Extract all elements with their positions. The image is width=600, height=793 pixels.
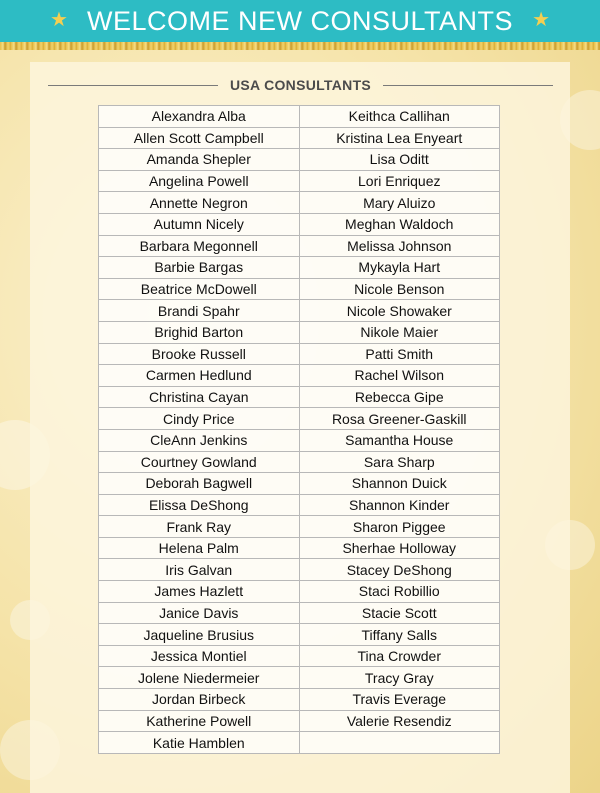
table-row: [99, 624, 500, 646]
divider-line: [383, 85, 553, 86]
consultant-name-left: Deborah Bagwell: [99, 473, 300, 495]
table-row: [99, 689, 500, 711]
consultant-name-right: Tiffany Salls: [299, 624, 500, 646]
consultant-name-left: Elissa DeShong: [99, 494, 300, 516]
consultant-name-left: Barbie Bargas: [99, 257, 300, 279]
consultant-name-left: Alexandra Alba: [99, 106, 300, 128]
table-row: [99, 106, 500, 128]
table-row: [99, 559, 500, 581]
consultant-name-left: Katie Hamblen: [99, 732, 300, 754]
consultant-name-right: Patti Smith: [299, 343, 500, 365]
table-row: [99, 278, 500, 300]
consultant-name-left: Brandi Spahr: [99, 300, 300, 322]
consultant-name-right: Nikole Maier: [299, 321, 500, 343]
table-row: [99, 386, 500, 408]
consultant-name-right: Shannon Kinder: [299, 494, 500, 516]
consultant-name-right: Nicole Benson: [299, 278, 500, 300]
table-row: [99, 321, 500, 343]
consultant-name-left: Beatrice McDowell: [99, 278, 300, 300]
table-row: [99, 429, 500, 451]
consultant-name-right: Mykayla Hart: [299, 257, 500, 279]
table-row: [99, 257, 500, 279]
table-row: [99, 127, 500, 149]
star-icon: ★: [50, 9, 68, 31]
table-row: [99, 408, 500, 430]
consultant-name-right: Rachel Wilson: [299, 365, 500, 387]
consultant-name-right: Shannon Duick: [299, 473, 500, 495]
table-row: [99, 451, 500, 473]
page-title: WELCOME NEW CONSULTANTS: [86, 5, 514, 36]
consultant-name-left: Angelina Powell: [99, 170, 300, 192]
consultant-name-right: Nicole Showaker: [299, 300, 500, 322]
consultant-name-right: Stacey DeShong: [299, 559, 500, 581]
consultant-name-right: Mary Aluizo: [299, 192, 500, 214]
table-row: [99, 300, 500, 322]
consultant-name-left: Allen Scott Campbell: [99, 127, 300, 149]
consultant-name-right: Samantha House: [299, 429, 500, 451]
consultant-name-right: Melissa Johnson: [299, 235, 500, 257]
consultant-name-right: Keithca Callihan: [299, 106, 500, 128]
consultant-name-left: Iris Galvan: [99, 559, 300, 581]
table-row: [99, 149, 500, 171]
consultant-name-right: Lori Enriquez: [299, 170, 500, 192]
table-row: [99, 494, 500, 516]
consultant-name-left: Christina Cayan: [99, 386, 300, 408]
consultant-name-right: Lisa Oditt: [299, 149, 500, 171]
consultant-name-right: Sara Sharp: [299, 451, 500, 473]
consultant-name-right: Kristina Lea Enyeart: [299, 127, 500, 149]
consultant-name-right: Tina Crowder: [299, 645, 500, 667]
table-row: [99, 710, 500, 732]
consultant-name-left: Autumn Nicely: [99, 213, 300, 235]
consultant-name-right: Rebecca Gipe: [299, 386, 500, 408]
consultant-name-left: Barbara Megonnell: [99, 235, 300, 257]
consultant-table: [98, 105, 500, 754]
consultant-name-right: Tracy Gray: [299, 667, 500, 689]
divider-line: [48, 85, 218, 86]
table-row: [99, 516, 500, 538]
consultant-name-left: Frank Ray: [99, 516, 300, 538]
consultant-name-right: Staci Robillio: [299, 581, 500, 603]
star-icon: ★: [532, 9, 550, 31]
consultant-name-left: CleAnn Jenkins: [99, 429, 300, 451]
consultant-name-left: Jessica Montiel: [99, 645, 300, 667]
table-row: [99, 602, 500, 624]
section-title: USA CONSULTANTS: [229, 77, 372, 93]
table-row: [99, 667, 500, 689]
table-row: [99, 365, 500, 387]
table-row: [99, 192, 500, 214]
consultant-name-left: Courtney Gowland: [99, 451, 300, 473]
consultant-name-right: Valerie Resendiz: [299, 710, 500, 732]
consultant-name-right: Rosa Greener-Gaskill: [299, 408, 500, 430]
table-row: [99, 473, 500, 495]
consultant-name-left: Jordan Birbeck: [99, 689, 300, 711]
consultant-name-left: Carmen Hedlund: [99, 365, 300, 387]
consultant-name-left: Jolene Niedermeier: [99, 667, 300, 689]
consultant-name-left: Jaqueline Brusius: [99, 624, 300, 646]
consultant-name-right: [299, 732, 500, 754]
section-heading: [48, 76, 553, 94]
consultant-name-left: Katherine Powell: [99, 710, 300, 732]
table-row: [99, 343, 500, 365]
table-row: [99, 213, 500, 235]
consultant-name-right: Sherhae Holloway: [299, 537, 500, 559]
consultant-name-left: Amanda Shepler: [99, 149, 300, 171]
header-banner: [0, 0, 600, 42]
consultant-name-left: Janice Davis: [99, 602, 300, 624]
consultant-name-left: Helena Palm: [99, 537, 300, 559]
consultant-name-right: Sharon Piggee: [299, 516, 500, 538]
consultant-name-right: Travis Everage: [299, 689, 500, 711]
table-row: [99, 537, 500, 559]
table-row: [99, 170, 500, 192]
consultant-name-right: Stacie Scott: [299, 602, 500, 624]
consultant-name-left: Brighid Barton: [99, 321, 300, 343]
table-row: [99, 732, 500, 754]
table-row: [99, 581, 500, 603]
table-row: [99, 235, 500, 257]
consultant-name-left: Brooke Russell: [99, 343, 300, 365]
consultant-name-left: James Hazlett: [99, 581, 300, 603]
glitter-border: [0, 42, 600, 50]
consultant-name-left: Annette Negron: [99, 192, 300, 214]
consultant-name-right: Meghan Waldoch: [299, 213, 500, 235]
table-row: [99, 645, 500, 667]
consultant-name-left: Cindy Price: [99, 408, 300, 430]
